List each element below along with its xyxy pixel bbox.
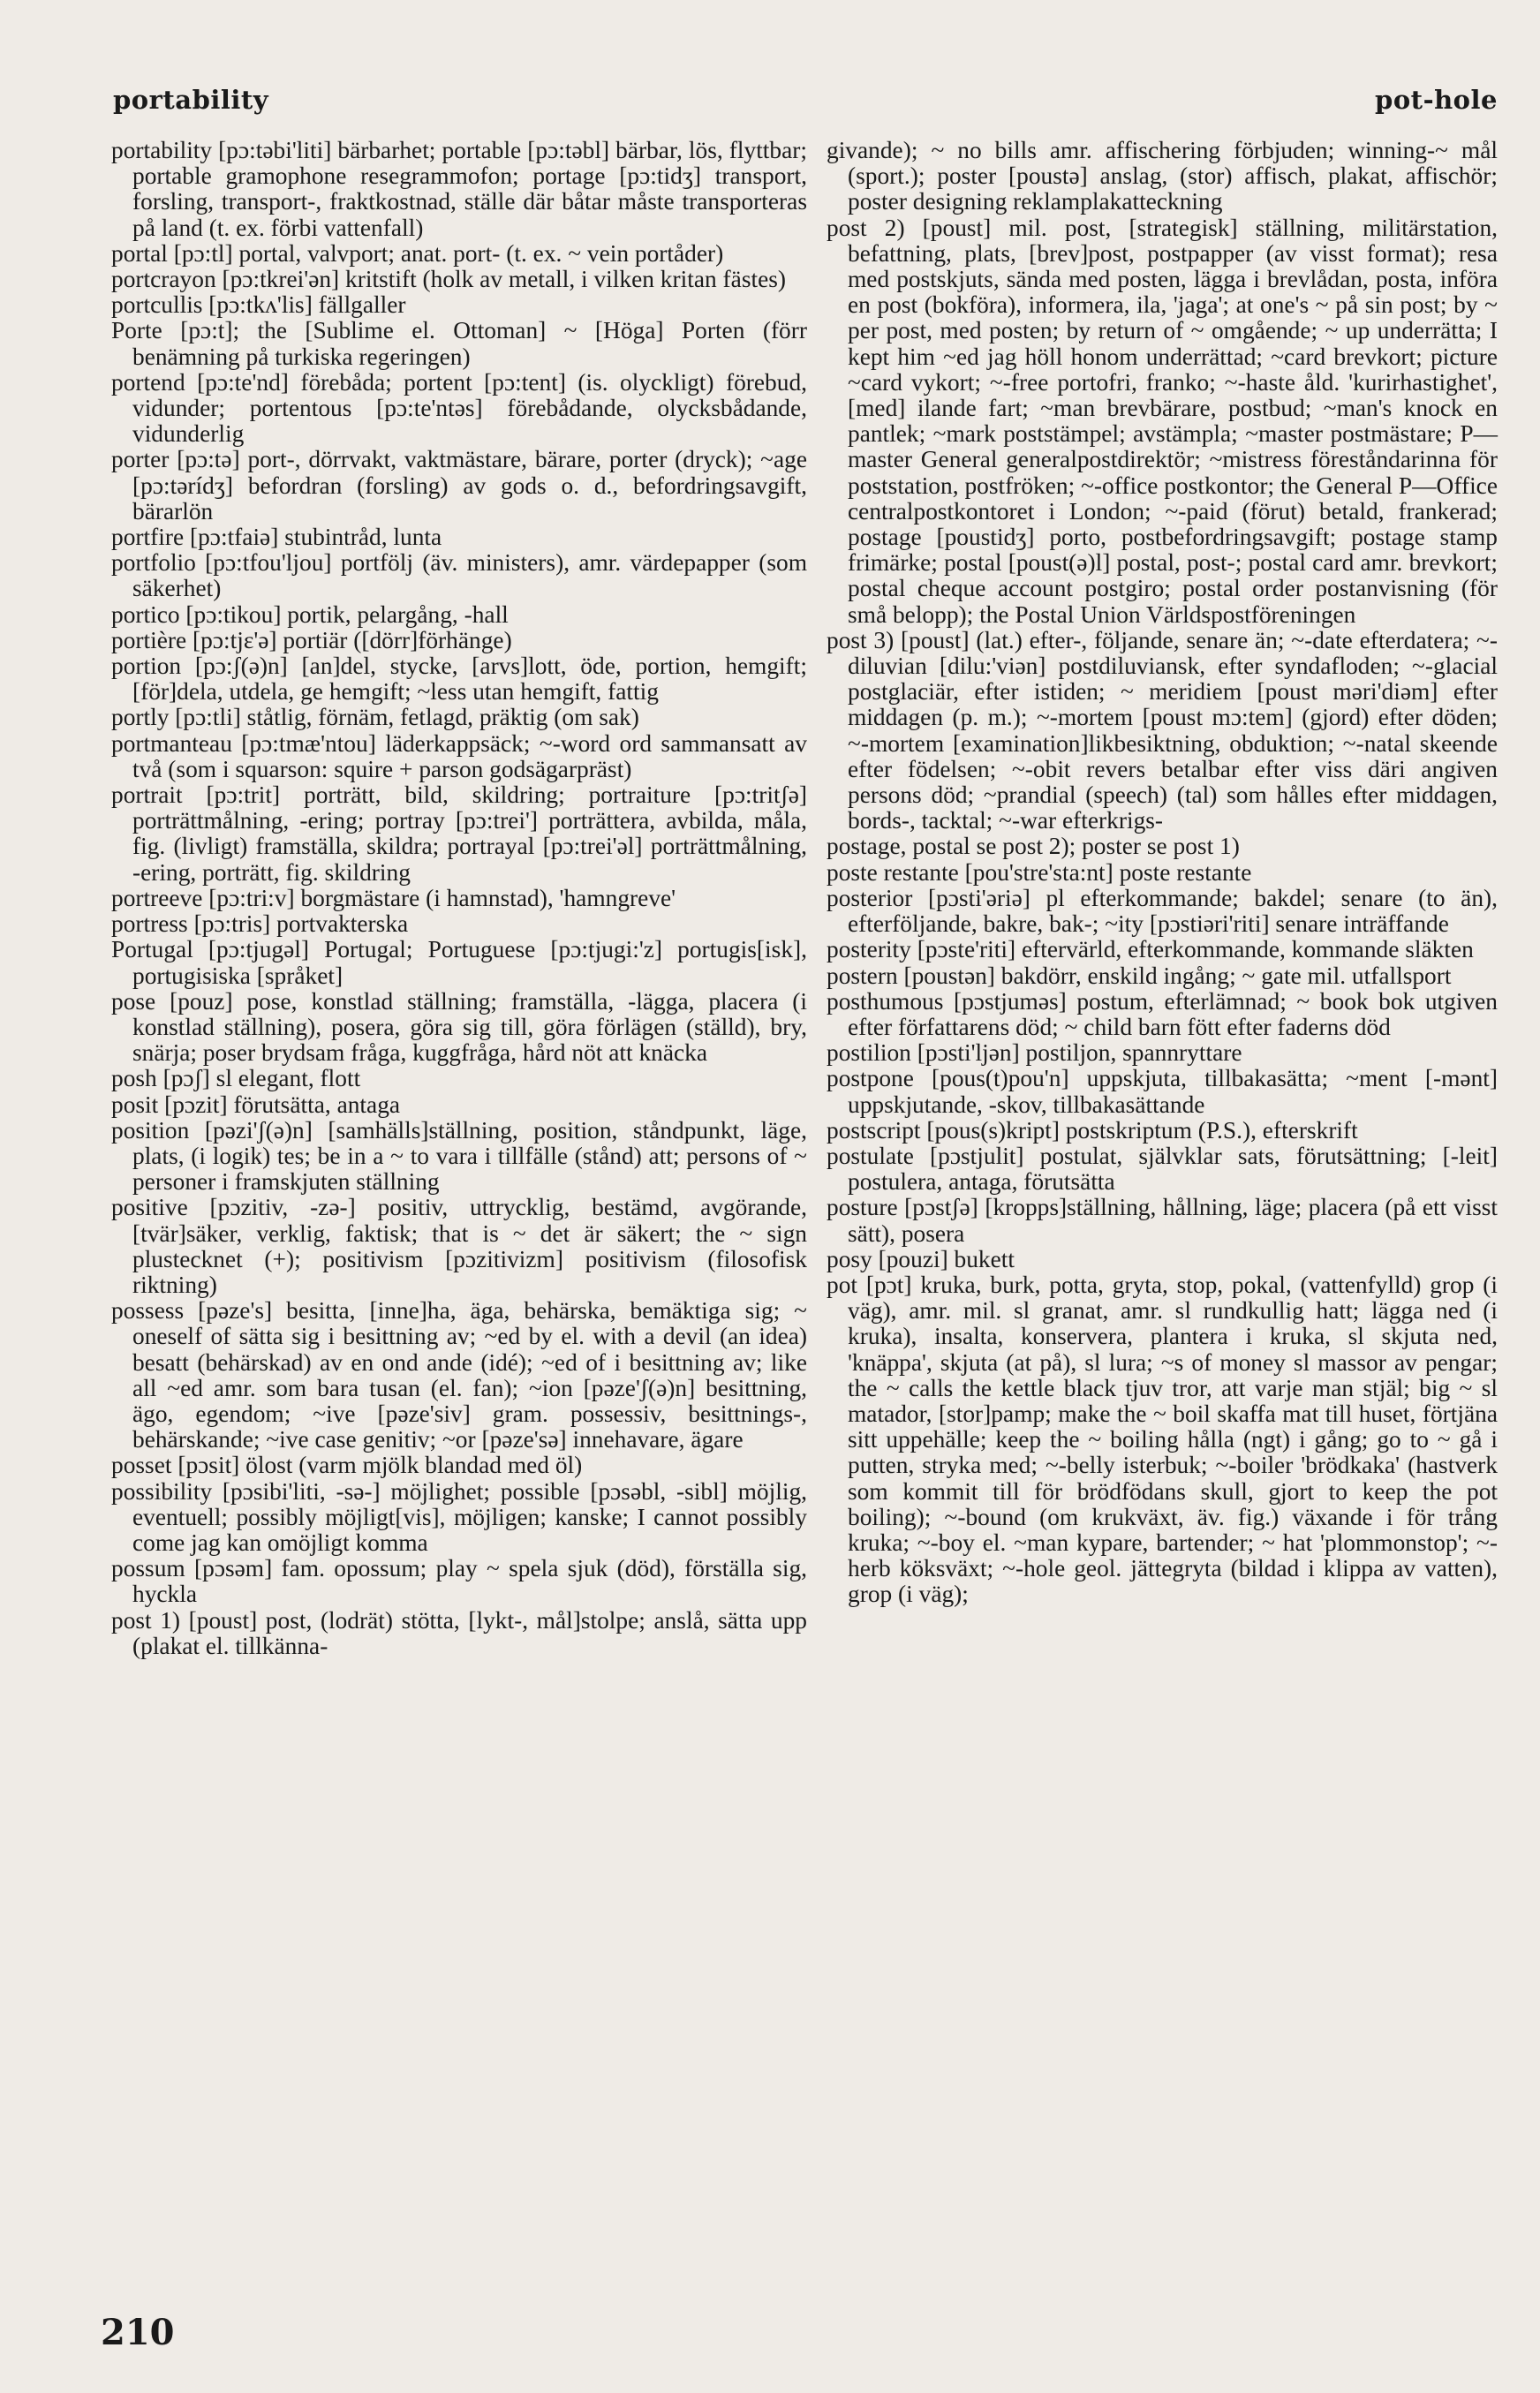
dictionary-entry: portability [pɔ:təbi'liti] bärbarhet; portable [pɔ:təbl] bärbar, lös, flyttbar; portable gramophone resegrammofon; portage [pɔ:tidʒ] transport, forsling, transport-, fraktkostnad, ställe där båtar måste transporteras på land (t. ex. förbi vattenfall) <box>111 137 807 241</box>
dictionary-entry: positive [pɔzitiv, -zə-] positiv, uttrycklig, bestämd, avgörande, [tvär]säker, verklig, faktisk; that is ~ det är säkert; the ~ sign plustecknet (+); positivism [pɔzitivizm] positivism (filosofisk riktning) <box>111 1194 807 1298</box>
dictionary-entry: possibility [pɔsibi'liti, -sə-] möjlighet; possible [pɔsəbl, -sibl] möjlig, eventuell; possibly möjligt[vis], möjligen; kanske; I cannot possibly come jag kan omöjligt komma <box>111 1477 807 1556</box>
dictionary-entry: posture [pɔstʃə] [kropps]ställning, hållning, läge; placera (på ett visst sätt), posera <box>827 1194 1498 1247</box>
dictionary-entry: givande); ~ no bills amr. affischering förbjuden; winning-~ mål (sport.); poster [poustə] anslag, (stor) affisch, plakat, affischör; poster designing reklamplakatteckning <box>827 137 1498 215</box>
dictionary-entry: portmanteau [pɔ:tmæ'ntou] läderkappsäck; ~-word ord sammansatt av två (som i squarson: squire + parson godsägarpräst) <box>111 729 807 782</box>
dictionary-entry: postage, postal se post 2); poster se post 1) <box>827 833 1240 860</box>
dictionary-entry: postulate [pɔstjulit] postulat, självklar sats, förutsättning; [-leit] postulera, antaga, förutsätta <box>827 1142 1498 1196</box>
right-column <box>827 138 1498 1608</box>
dictionary-entry: portal [pɔ:tl] portal, valvport; anat. port- (t. ex. ~ vein portåder) <box>111 239 724 267</box>
dictionary-entry: postscript [pous(s)kript] postskriptum (P.S.), efterskrift <box>827 1116 1358 1144</box>
dictionary-entry: postern [poustən] bakdörr, enskild ingång; ~ gate mil. utfallsport <box>827 962 1452 989</box>
page-number: 210 <box>101 2312 175 2353</box>
dictionary-entry: postpone [pous(t)pou'n] uppskjuta, tillbakasätta; ~ment [-mənt] uppskjutande, -skov, tillbakasättande <box>827 1065 1498 1118</box>
dictionary-entry: pose [pouz] pose, konstlad ställning; framställa, -lägga, placera (i konstlad ställning), posera, göra sig till, göra förlägen (ställd), bry, snärja; poser brydsam fråga, kuggfråga, hård nöt att knäcka <box>111 987 807 1067</box>
dictionary-entry: position [pəzi'ʃ(ə)n] [samhälls]ställning, position, ståndpunkt, läge, plats, (i logik) tes; be in a ~ to vara i tillfälle (stånd) att; persons of ~ personer i framskjuten ställning <box>111 1116 807 1196</box>
dictionary-entry: portfire [pɔ:tfaiə] stubintråd, lunta <box>111 524 442 551</box>
dictionary-entry: Porte [pɔ:t]; the [Sublime el. Ottoman] ~ [Höga] Porten (förr benämning på turkiska regeringen) <box>111 317 807 370</box>
dictionary-entry: portend [pɔ:te'nd] förebåda; portent [pɔ:tent] (is. olyckligt) förebud, vidunder; portentous [pɔ:te'ntəs] förebådande, olycksbådande, vidunderlig <box>111 368 807 448</box>
dictionary-entry: portreeve [pɔ:tri:v] borgmästare (i hamnstad), 'hamngreve' <box>111 884 676 911</box>
dictionary-entry: portrait [pɔ:trit] porträtt, bild, skildring; portraiture [pɔ:tritʃə] porträttmålning, -ering; portray [pɔ:trei'] porträttera, avbilda, måla, fig. (livligt) framställa, skildra; portrayal [pɔ:trei'əl] porträttmålning, -ering, porträtt, fig. skildring <box>111 781 807 886</box>
right-guide-word: pot-hole <box>1375 85 1498 115</box>
dictionary-entry: portress [pɔ:tris] portvakterska <box>111 910 409 938</box>
dictionary-entry: postilion [pɔsti'ljən] postiljon, spannryttare <box>827 1039 1242 1067</box>
dictionary-entry: portière [pɔ:tjɛ'ə] portiär ([dörr]förhänge) <box>111 626 512 653</box>
dictionary-entry: post 3) [poust] (lat.) efter-, följande, senare än; ~-date efterdatera; ~-diluvian [dilu:'viən] postdiluviansk, efter syndafloden; ~-glacial postglaciär, efter istiden; ~ meridiem [poust məri'diəm] efter middagen (p. m.); ~-mortem [poust mɔ:tem] (gjord) efter döden; ~-mortem [examination]likbesiktning, obduktion; ~-natal skeende efter födelsen; ~-obit revers betalbar efter viss däri angiven persons död; ~prandial (speech) (tal) som hålles efter middagen, bords-, tacktal; ~-war efterkrigs- <box>827 626 1498 834</box>
dictionary-entry: posy [pouzi] bukett <box>827 1245 1015 1272</box>
dictionary-entry: portico [pɔ:tikou] portik, pelargång, -hall <box>111 600 509 628</box>
dictionary-entry: porter [pɔ:tə] port-, dörrvakt, vaktmästare, bärare, porter (dryck); ~age [pɔ:tərídʒ] befordran (forsling) av gods o. d., befordringsavgift, bärarlön <box>111 446 807 525</box>
dictionary-entry: pot [pɔt] kruka, burk, potta, gryta, stop, pokal, (vattenfylld) grop (i väg), amr. mil. sl granat, amr. sl rundkullig hatt; lägga ned (i kruka), insalta, konservera, plantera i kruka, sl skjuta ned, 'knäppa', skjuta (at på), sl lura; ~s of money sl massor av pengar; the ~ calls the kettle black tjuv tror, att varje man stjäl; big ~ sl matador, [stor]pamp; make the ~ boil skaffa mat till huset, förtjäna sitt uppehälle; keep the ~ boiling hålla (ngt) i gång; go to ~ gå i putten, stryka med; ~-belly isterbuk; ~-boiler 'brödkaka' (hastverk som kommit till för brödfödans skull, gjort to keep the pot boiling); ~-bound (om krukväxt, äv. fig.) växande i för trång kruka; ~-boy el. ~man kypare, bartender; ~ hat 'plommonstop'; ~-herb köksväxt; ~-hole geol. jättegryta (bildad i klippa av vatten), grop (i väg); <box>827 1271 1498 1608</box>
dictionary-entry: possum [pɔsəm] fam. opossum; play ~ spela sjuk (död), förställa sig, hyckla <box>111 1555 807 1608</box>
dictionary-entry: poste restante [pou'stre'sta:nt] poste restante <box>827 858 1252 886</box>
dictionary-entry: portly [pɔ:tli] ståtlig, förnäm, fetlagd, präktig (om sak) <box>111 704 639 731</box>
dictionary-entry: posterity [pɔste'riti] eftervärld, efterkommande, kommande släkten <box>827 936 1474 963</box>
dictionary-entry: post 2) [poust] mil. post, [strategisk] ställning, militärstation, befattning, plats, [brev]post, postpapper (av visst format); resa med postskjuts, sända med posten, lägga i brevlådan, posta, införa en post (bokföra), informera, ila, 'jaga'; at one's ~ på sin post; by ~ per post, med posten; by return of ~ omgående; ~ up underrätta; I kept him ~ed jag höll honom underrättad; ~card brevkort; picture ~card vykort; ~-free portofri, franko; ~-haste åld. 'kurirhastighet', [med] ilande fart; ~man brevbärare, postbud; ~man's knock en pantlek; ~mark poststämpel; avstämpla; ~master postmästare; P—master General generalpostdirektör; ~mistress föreståndarinna för poststation, postfröken; ~-office postkontor; the General P—Office centralpostkontoret i London; ~-paid (förut) betald, frankerad; postage [poustidʒ] porto, postbefordringsavgift; postage stamp frimärke; postal [poust(ə)l] postal, post-; postal card amr. brevkort; postal cheque account postgiro; postal order postanvisning (för små belopp); the Postal Union Världspostföreningen <box>827 214 1498 628</box>
dictionary-entry: post 1) [poust] post, (lodrät) stötta, [lykt-, mål]stolpe; anslå, sätta upp (plakat el. tillkänna- <box>111 1606 807 1659</box>
dictionary-entry: posit [pɔzit] förutsätta, antaga <box>111 1091 401 1118</box>
left-column <box>111 138 807 1659</box>
dictionary-entry: portfolio [pɔ:tfou'ljou] portfölj (äv. ministers), amr. värdepapper (som säkerhet) <box>111 549 807 602</box>
dictionary-entry: portcullis [pɔ:tkʌ'lis] fällgaller <box>111 291 406 319</box>
dictionary-entry: posset [pɔsit] ölost (varm mjölk blandad med öl) <box>111 1452 583 1479</box>
left-guide-word: portability <box>113 85 269 115</box>
dictionary-entry: portion [pɔ:ʃ(ə)n] [an]del, stycke, [arvs]lott, öde, portion, hemgift; [för]dela, utdela, ge hemgift; ~less utan hemgift, fattig <box>111 653 807 706</box>
dictionary-entry: possess [pəze's] besitta, [inne]ha, äga, behärska, bemäktiga sig; ~ oneself of sätta sig i besittning av; ~ed by el. with a devil (an idea) besatt (behärskad) av en ond ande (idé); ~ed of i besittning av; like all ~ed amr. som bara tusan (el. fan); ~ion [pəze'ʃ(ə)n] besittning, ägo, egendom; ~ive [pəze'siv] gram. possessiv, besittnings-, behärskande; ~ive case genitiv; ~or [pəze'sə] innehavare, ägare <box>111 1297 807 1453</box>
dictionary-entry: Portugal [pɔ:tjugəl] Portugal; Portuguese [pɔ:tjugi:'z] portugis[isk], portugisiska [språket] <box>111 936 807 989</box>
dictionary-entry: posterior [pɔsti'əriə] pl efterkommande; bakdel; senare (to än), efterföljande, bakre, bak-; ~ity [pɔstiəri'riti] senare inträffande <box>827 884 1498 938</box>
dictionary-entry: posh [pɔʃ] sl elegant, flott <box>111 1065 361 1092</box>
dictionary-entry: portcrayon [pɔ:tkrei'ən] kritstift (holk av metall, i vilken kritan fästes) <box>111 266 787 293</box>
dictionary-entry: posthumous [pɔstjuməs] postum, efterlämnad; ~ book bok utgiven efter författarens död; ~ child barn fött efter faderns död <box>827 987 1498 1040</box>
